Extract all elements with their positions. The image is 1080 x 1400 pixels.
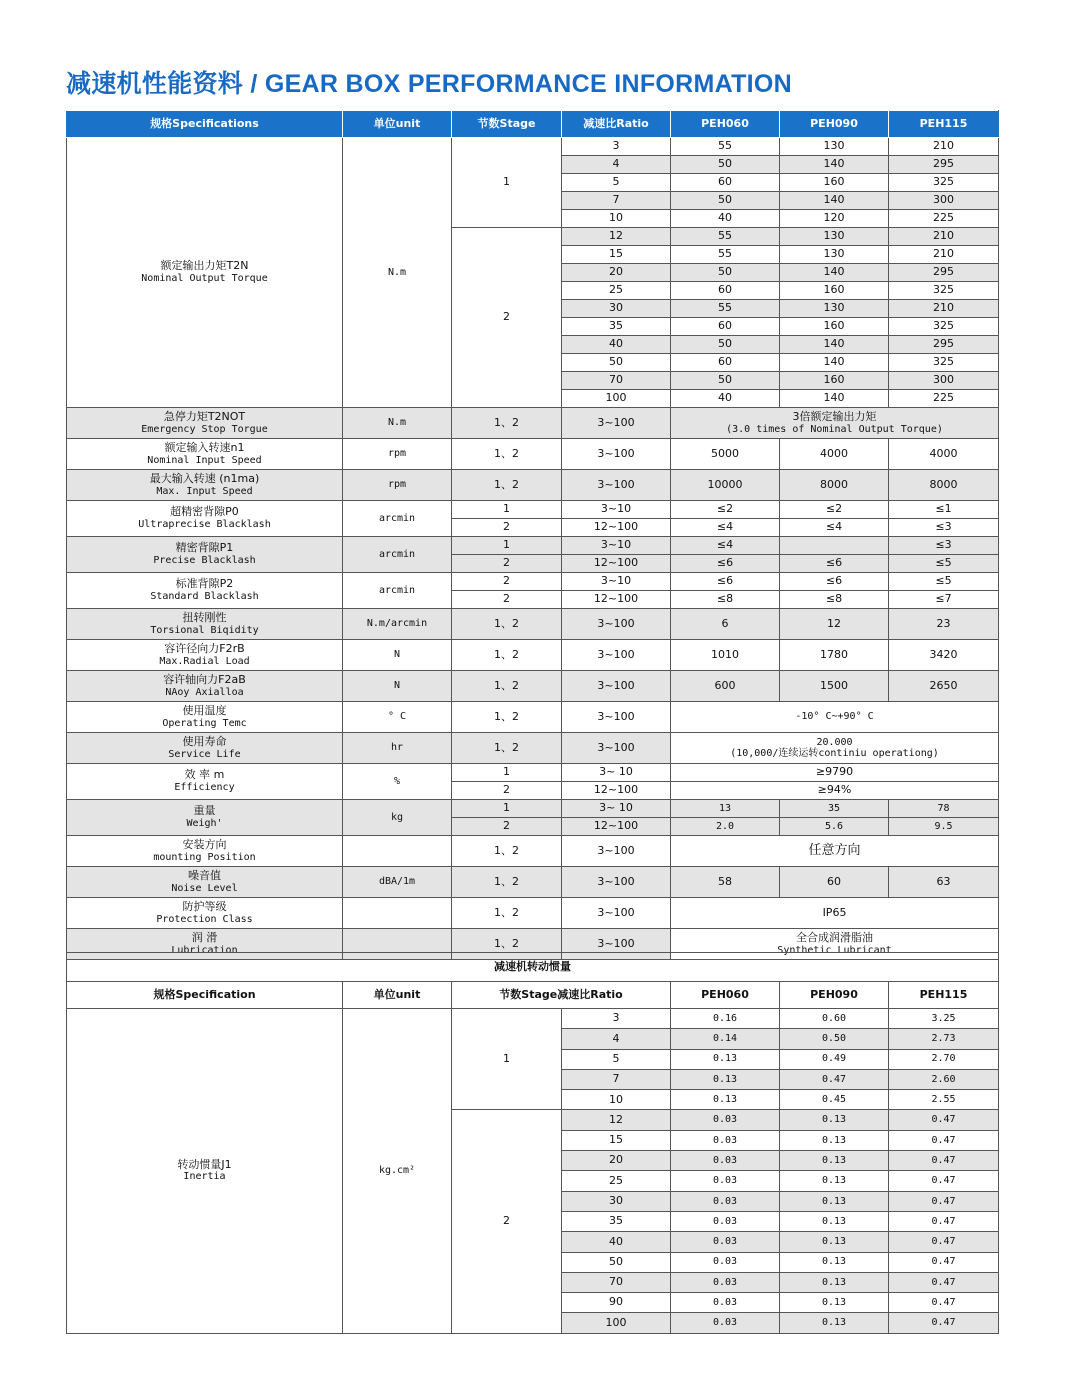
stage-cell: 1 xyxy=(452,501,562,519)
col-header-peh115: PEH115 xyxy=(889,111,999,138)
value-cell: ≤3 xyxy=(889,537,999,555)
unit-cell xyxy=(343,836,452,867)
value-cell: 2.60 xyxy=(889,1069,999,1089)
stage-cell: 1、2 xyxy=(452,898,562,929)
col-header-ratio: 减速比Ratio xyxy=(562,111,671,138)
value-cell: 0.03 xyxy=(671,1272,780,1292)
value-cell: 2.73 xyxy=(889,1029,999,1049)
ratio-cell: 7 xyxy=(562,1069,671,1089)
ratio-cell: 5 xyxy=(562,174,671,192)
value-cell: 160 xyxy=(780,318,889,336)
value-cell: 160 xyxy=(780,174,889,192)
input-speed-label: 额定输入转速n1 Nominal Input Speed xyxy=(67,439,343,470)
value-cell: 0.47 xyxy=(889,1232,999,1252)
value-cell xyxy=(780,537,889,555)
ratio-cell: 40 xyxy=(562,1232,671,1252)
value-cell: 4000 xyxy=(889,439,999,470)
value-cell: 35 xyxy=(780,800,889,818)
unit-cell: arcmin xyxy=(343,537,452,573)
unit-cell: dBA/1m xyxy=(343,867,452,898)
value-cell: 0.03 xyxy=(671,1293,780,1313)
unit-cell: hr xyxy=(343,733,452,764)
col-header-peh060: PEH060 xyxy=(671,982,780,1009)
value-cell: 0.47 xyxy=(889,1191,999,1211)
value-cell: 0.60 xyxy=(780,1009,889,1029)
ratio-cell: 50 xyxy=(562,354,671,372)
value-cell: 1500 xyxy=(780,671,889,702)
value-cell: 210 xyxy=(889,246,999,264)
value-cell: 325 xyxy=(889,282,999,300)
value-cell: 55 xyxy=(671,138,780,156)
ratio-cell: 12 xyxy=(562,1110,671,1130)
value-cell: 50 xyxy=(671,372,780,390)
value-cell: 0.47 xyxy=(889,1110,999,1130)
value-cell: 210 xyxy=(889,300,999,318)
value-cell: 60 xyxy=(671,174,780,192)
ratio-cell: 30 xyxy=(562,1191,671,1211)
stage-cell: 2 xyxy=(452,818,562,836)
stage-cell: 1、2 xyxy=(452,408,562,439)
stage-cell: 1、2 xyxy=(452,671,562,702)
value-cell: 2.55 xyxy=(889,1090,999,1110)
inertia-table xyxy=(66,952,999,1334)
ratio-cell: 100 xyxy=(562,390,671,408)
unit-cell: ° C xyxy=(343,702,452,733)
torque-stage-2: 2 xyxy=(452,228,562,408)
value-cell: ≤2 xyxy=(671,501,780,519)
value-cell: 295 xyxy=(889,336,999,354)
value-cell: ≤2 xyxy=(780,501,889,519)
ratio-cell: 15 xyxy=(562,246,671,264)
value-cell: 2.0 xyxy=(671,818,780,836)
ratio-cell: 3~100 xyxy=(562,671,671,702)
value-cell: ≤1 xyxy=(889,501,999,519)
table-row xyxy=(67,836,999,867)
value-cell: 140 xyxy=(780,156,889,174)
value-cell: 325 xyxy=(889,318,999,336)
col-header-stage-ratio: 节数Stage减速比Ratio xyxy=(452,982,671,1009)
stage-cell: 2 xyxy=(452,555,562,573)
ratio-cell: 12~100 xyxy=(562,818,671,836)
ratio-cell: 10 xyxy=(562,210,671,228)
ratio-cell: 4 xyxy=(562,1029,671,1049)
value-cell: 50 xyxy=(671,192,780,210)
value-cell: 50 xyxy=(671,336,780,354)
ratio-cell: 25 xyxy=(562,1171,671,1191)
value-cell: 140 xyxy=(780,192,889,210)
efficiency-value: ≥9790 xyxy=(671,764,999,782)
ratio-cell: 12 xyxy=(562,228,671,246)
ratio-cell: 10 xyxy=(562,1090,671,1110)
stage-cell: 1、2 xyxy=(452,733,562,764)
value-cell: 0.13 xyxy=(671,1069,780,1089)
value-cell: 10000 xyxy=(671,470,780,501)
value-cell: 0.13 xyxy=(671,1090,780,1110)
value-cell: 0.47 xyxy=(889,1171,999,1191)
ratio-cell: 12~100 xyxy=(562,782,671,800)
value-cell: 0.13 xyxy=(780,1130,889,1150)
efficiency-label: 效 率 m Efficiency xyxy=(67,764,343,800)
unit-cell: N xyxy=(343,671,452,702)
table-row xyxy=(67,671,999,702)
value-cell: 0.13 xyxy=(780,1171,889,1191)
stage-cell: 1 xyxy=(452,800,562,818)
value-cell: 130 xyxy=(780,300,889,318)
unit-cell xyxy=(343,898,452,929)
ratio-cell: 40 xyxy=(562,336,671,354)
stage-cell: 1、2 xyxy=(452,470,562,501)
value-cell: 9.5 xyxy=(889,818,999,836)
value-cell: 160 xyxy=(780,282,889,300)
temperature-value: -10° C~+90° C xyxy=(671,702,999,733)
table-row xyxy=(67,1009,999,1029)
precise-backlash-label: 精密背隙P1 Precise Blacklash xyxy=(67,537,343,573)
value-cell: 0.13 xyxy=(780,1232,889,1252)
value-cell: 0.03 xyxy=(671,1252,780,1272)
value-cell: ≤6 xyxy=(671,573,780,591)
value-cell: ≤8 xyxy=(671,591,780,609)
value-cell: 0.47 xyxy=(889,1313,999,1333)
ratio-cell: 12~100 xyxy=(562,591,671,609)
value-cell: 40 xyxy=(671,210,780,228)
stage-cell: 2 xyxy=(452,519,562,537)
value-cell: 3.25 xyxy=(889,1009,999,1029)
ratio-cell: 25 xyxy=(562,282,671,300)
value-cell: 1010 xyxy=(671,640,780,671)
stage-cell: 2 xyxy=(452,591,562,609)
value-cell: 12 xyxy=(780,609,889,640)
value-cell: 55 xyxy=(671,246,780,264)
value-cell: 0.03 xyxy=(671,1171,780,1191)
ratio-cell: 3~100 xyxy=(562,836,671,867)
value-cell: 1780 xyxy=(780,640,889,671)
value-cell: 210 xyxy=(889,138,999,156)
col-header-unit: 单位unit xyxy=(343,982,452,1009)
value-cell: 210 xyxy=(889,228,999,246)
ratio-cell: 12~100 xyxy=(562,555,671,573)
protection-label: 防护等级 Protection Class xyxy=(67,898,343,929)
value-cell: ≤6 xyxy=(780,555,889,573)
ratio-cell: 3 xyxy=(562,138,671,156)
table-row xyxy=(67,867,999,898)
value-cell: ≤7 xyxy=(889,591,999,609)
unit-cell: N.m xyxy=(343,408,452,439)
axial-load-label: 容许轴向力F2aB NAoy Axialloa xyxy=(67,671,343,702)
value-cell: 0.45 xyxy=(780,1090,889,1110)
stage-cell: 1、2 xyxy=(452,867,562,898)
value-cell: 0.13 xyxy=(780,1151,889,1171)
ratio-cell: 3~100 xyxy=(562,898,671,929)
col-header-unit: 单位unit xyxy=(343,111,452,138)
stage-cell: 1、2 xyxy=(452,439,562,470)
ratio-cell: 3~100 xyxy=(562,733,671,764)
value-cell: 0.03 xyxy=(671,1211,780,1231)
value-cell: ≤6 xyxy=(671,555,780,573)
unit-cell: rpm xyxy=(343,439,452,470)
value-cell: 0.13 xyxy=(780,1211,889,1231)
value-cell: 0.47 xyxy=(889,1151,999,1171)
value-cell: 0.03 xyxy=(671,1313,780,1333)
page-title: 减速机性能资料 / GEAR BOX PERFORMANCE INFORMATION xyxy=(66,70,793,98)
ratio-cell: 3~10 xyxy=(562,501,671,519)
ratio-cell: 3~10 xyxy=(562,573,671,591)
value-cell: 0.47 xyxy=(780,1069,889,1089)
col-header-peh060: PEH060 xyxy=(671,111,780,138)
temperature-label: 使用温度 Operating Temc xyxy=(67,702,343,733)
value-cell: 6 xyxy=(671,609,780,640)
value-cell: ≤3 xyxy=(889,519,999,537)
unit-cell: % xyxy=(343,764,452,800)
value-cell: 23 xyxy=(889,609,999,640)
value-cell: 0.50 xyxy=(780,1029,889,1049)
ratio-cell: 30 xyxy=(562,300,671,318)
stage-cell: 1 xyxy=(452,537,562,555)
unit-cell: arcmin xyxy=(343,501,452,537)
efficiency-value: ≥94% xyxy=(671,782,999,800)
ratio-cell: 3~100 xyxy=(562,702,671,733)
value-cell: 0.13 xyxy=(780,1313,889,1333)
table-row xyxy=(67,609,999,640)
value-cell: 78 xyxy=(889,800,999,818)
torque-stage-1: 1 xyxy=(452,138,562,228)
inertia-header-row xyxy=(67,982,999,1009)
inertia-label: 转动惯量J1 Inertia xyxy=(67,1009,343,1334)
inertia-stage-1: 1 xyxy=(452,1009,562,1110)
table-row xyxy=(67,573,999,591)
table-row xyxy=(67,537,999,555)
col-header-specifications: 规格Specifications xyxy=(67,111,343,138)
value-cell: 0.03 xyxy=(671,1232,780,1252)
torque-unit: N.m xyxy=(343,138,452,408)
ratio-cell: 3~ 10 xyxy=(562,800,671,818)
ratio-cell: 70 xyxy=(562,1272,671,1292)
value-cell: 130 xyxy=(780,246,889,264)
value-cell: 55 xyxy=(671,300,780,318)
value-cell: ≤4 xyxy=(671,519,780,537)
ratio-cell: 20 xyxy=(562,1151,671,1171)
value-cell: 55 xyxy=(671,228,780,246)
ratio-cell: 12~100 xyxy=(562,519,671,537)
value-cell: 60 xyxy=(780,867,889,898)
ratio-cell: 3 xyxy=(562,1009,671,1029)
inertia-stage-2: 2 xyxy=(452,1110,562,1333)
unit-cell: kg xyxy=(343,800,452,836)
value-cell: 8000 xyxy=(889,470,999,501)
torque-label: 额定输出力矩T2N Nominal Output Torque xyxy=(67,138,343,408)
col-header-specification: 规格Specification xyxy=(67,982,343,1009)
value-cell: 130 xyxy=(780,138,889,156)
table-row xyxy=(67,470,999,501)
table-row xyxy=(67,408,999,439)
value-cell: 5000 xyxy=(671,439,780,470)
value-cell: ≤4 xyxy=(671,537,780,555)
value-cell: ≤4 xyxy=(780,519,889,537)
stage-cell: 2 xyxy=(452,573,562,591)
value-cell: 0.47 xyxy=(889,1211,999,1231)
ratio-cell: 3~ 10 xyxy=(562,764,671,782)
performance-header-row xyxy=(67,111,999,138)
unit-cell: arcmin xyxy=(343,573,452,609)
ultra-backlash-label: 超精密背隙P0 Ultraprecise Blacklash xyxy=(67,501,343,537)
service-life-value: 20.000 (10,000/连续运转continiu operationg) xyxy=(671,733,999,764)
value-cell: 140 xyxy=(780,390,889,408)
value-cell: 600 xyxy=(671,671,780,702)
value-cell: 295 xyxy=(889,156,999,174)
value-cell: 5.6 xyxy=(780,818,889,836)
ratio-cell: 3~100 xyxy=(562,640,671,671)
col-header-stage: 节数Stage xyxy=(452,111,562,138)
value-cell: 50 xyxy=(671,264,780,282)
value-cell: 295 xyxy=(889,264,999,282)
ratio-cell: 3~100 xyxy=(562,609,671,640)
col-header-peh090: PEH090 xyxy=(780,111,889,138)
unit-cell: rpm xyxy=(343,470,452,501)
value-cell: 60 xyxy=(671,318,780,336)
value-cell: 0.03 xyxy=(671,1191,780,1211)
table-row xyxy=(67,800,999,818)
col-header-peh115: PEH115 xyxy=(889,982,999,1009)
ratio-cell: 15 xyxy=(562,1130,671,1150)
ratio-cell: 35 xyxy=(562,1211,671,1231)
ratio-cell: 3~10 xyxy=(562,537,671,555)
ratio-cell: 90 xyxy=(562,1293,671,1313)
stage-cell: 1、2 xyxy=(452,836,562,867)
ratio-cell: 3~100 xyxy=(562,929,671,960)
lubrication-label: 润 滑 Lubrication xyxy=(67,929,343,960)
value-cell: 140 xyxy=(780,336,889,354)
value-cell: 120 xyxy=(780,210,889,228)
col-header-peh090: PEH090 xyxy=(780,982,889,1009)
value-cell: 0.47 xyxy=(889,1130,999,1150)
value-cell: 50 xyxy=(671,156,780,174)
estop-label: 急停力矩T2NOT Emergency Stop Torgue xyxy=(67,408,343,439)
value-cell: 63 xyxy=(889,867,999,898)
value-cell: 160 xyxy=(780,372,889,390)
ratio-cell: 100 xyxy=(562,1313,671,1333)
value-cell: 0.03 xyxy=(671,1110,780,1130)
value-cell: 130 xyxy=(780,228,889,246)
stage-cell: 1、2 xyxy=(452,609,562,640)
value-cell: 0.47 xyxy=(889,1293,999,1313)
value-cell: 2.70 xyxy=(889,1049,999,1069)
value-cell: 0.16 xyxy=(671,1009,780,1029)
ratio-cell: 3~100 xyxy=(562,470,671,501)
stage-cell: 1、2 xyxy=(452,702,562,733)
value-cell: 60 xyxy=(671,282,780,300)
ratio-cell: 3~100 xyxy=(562,408,671,439)
ratio-cell: 50 xyxy=(562,1252,671,1272)
radial-load-label: 容许径向力F2rB Max.Radial Load xyxy=(67,640,343,671)
value-cell: 0.03 xyxy=(671,1130,780,1150)
value-cell: 3420 xyxy=(889,640,999,671)
value-cell: 0.13 xyxy=(780,1272,889,1292)
ratio-cell: 3~100 xyxy=(562,439,671,470)
standard-backlash-label: 标准背隙P2 Standard Blacklash xyxy=(67,573,343,609)
value-cell: 325 xyxy=(889,174,999,192)
performance-table xyxy=(66,110,999,960)
ratio-cell: 35 xyxy=(562,318,671,336)
value-cell: 0.03 xyxy=(671,1151,780,1171)
value-cell: 225 xyxy=(889,210,999,228)
value-cell: 4000 xyxy=(780,439,889,470)
value-cell: 300 xyxy=(889,372,999,390)
table-row xyxy=(67,439,999,470)
value-cell: 60 xyxy=(671,354,780,372)
table-row xyxy=(67,702,999,733)
value-cell: ≤5 xyxy=(889,573,999,591)
noise-label: 噪音值 Noise Level xyxy=(67,867,343,898)
value-cell: 0.14 xyxy=(671,1029,780,1049)
protection-value: IP65 xyxy=(671,898,999,929)
stage-cell: 1、2 xyxy=(452,929,562,960)
value-cell: 2650 xyxy=(889,671,999,702)
estop-value: 3倍额定输出力矩 (3.0 times of Nominal Output Torque) xyxy=(671,408,999,439)
ratio-cell: 70 xyxy=(562,372,671,390)
ratio-cell: 4 xyxy=(562,156,671,174)
value-cell: 0.47 xyxy=(889,1272,999,1292)
value-cell: 13 xyxy=(671,800,780,818)
table-row xyxy=(67,640,999,671)
stage-cell: 2 xyxy=(452,782,562,800)
unit-cell: N xyxy=(343,640,452,671)
table-row xyxy=(67,764,999,782)
table-row xyxy=(67,733,999,764)
unit-cell: N.m/arcmin xyxy=(343,609,452,640)
value-cell: 0.13 xyxy=(780,1191,889,1211)
value-cell: 0.47 xyxy=(889,1252,999,1272)
value-cell: 140 xyxy=(780,354,889,372)
value-cell: 0.13 xyxy=(671,1049,780,1069)
ratio-cell: 20 xyxy=(562,264,671,282)
ratio-cell: 5 xyxy=(562,1049,671,1069)
value-cell: 0.49 xyxy=(780,1049,889,1069)
weight-label: 重量 Weigh' xyxy=(67,800,343,836)
value-cell: 225 xyxy=(889,390,999,408)
ratio-cell: 3~100 xyxy=(562,867,671,898)
value-cell: ≤5 xyxy=(889,555,999,573)
torsional-label: 扭转刚性 Torsional Biqidity xyxy=(67,609,343,640)
max-speed-label: 最大输入转速 (n1ma) Max. Input Speed xyxy=(67,470,343,501)
value-cell: ≤8 xyxy=(780,591,889,609)
value-cell: ≤6 xyxy=(780,573,889,591)
table-row xyxy=(67,501,999,519)
mounting-value: 任意方向 xyxy=(671,836,999,867)
ratio-cell: 7 xyxy=(562,192,671,210)
value-cell: 8000 xyxy=(780,470,889,501)
value-cell: 0.13 xyxy=(780,1110,889,1130)
table-row xyxy=(67,898,999,929)
value-cell: 0.13 xyxy=(780,1293,889,1313)
lubrication-value: 全合成润滑脂油 Synthetic Lubricant xyxy=(671,929,999,960)
value-cell: 40 xyxy=(671,390,780,408)
value-cell: 140 xyxy=(780,264,889,282)
inertia-caption: 减速机转动惯量 xyxy=(67,953,999,982)
value-cell: 0.13 xyxy=(780,1252,889,1272)
inertia-unit: kg.cm² xyxy=(343,1009,452,1334)
service-life-label: 使用寿命 Service Life xyxy=(67,733,343,764)
table-row xyxy=(67,138,999,156)
value-cell: 58 xyxy=(671,867,780,898)
stage-cell: 1、2 xyxy=(452,640,562,671)
stage-cell: 1 xyxy=(452,764,562,782)
mounting-label: 安装方向 mounting Position xyxy=(67,836,343,867)
value-cell: 325 xyxy=(889,354,999,372)
value-cell: 300 xyxy=(889,192,999,210)
